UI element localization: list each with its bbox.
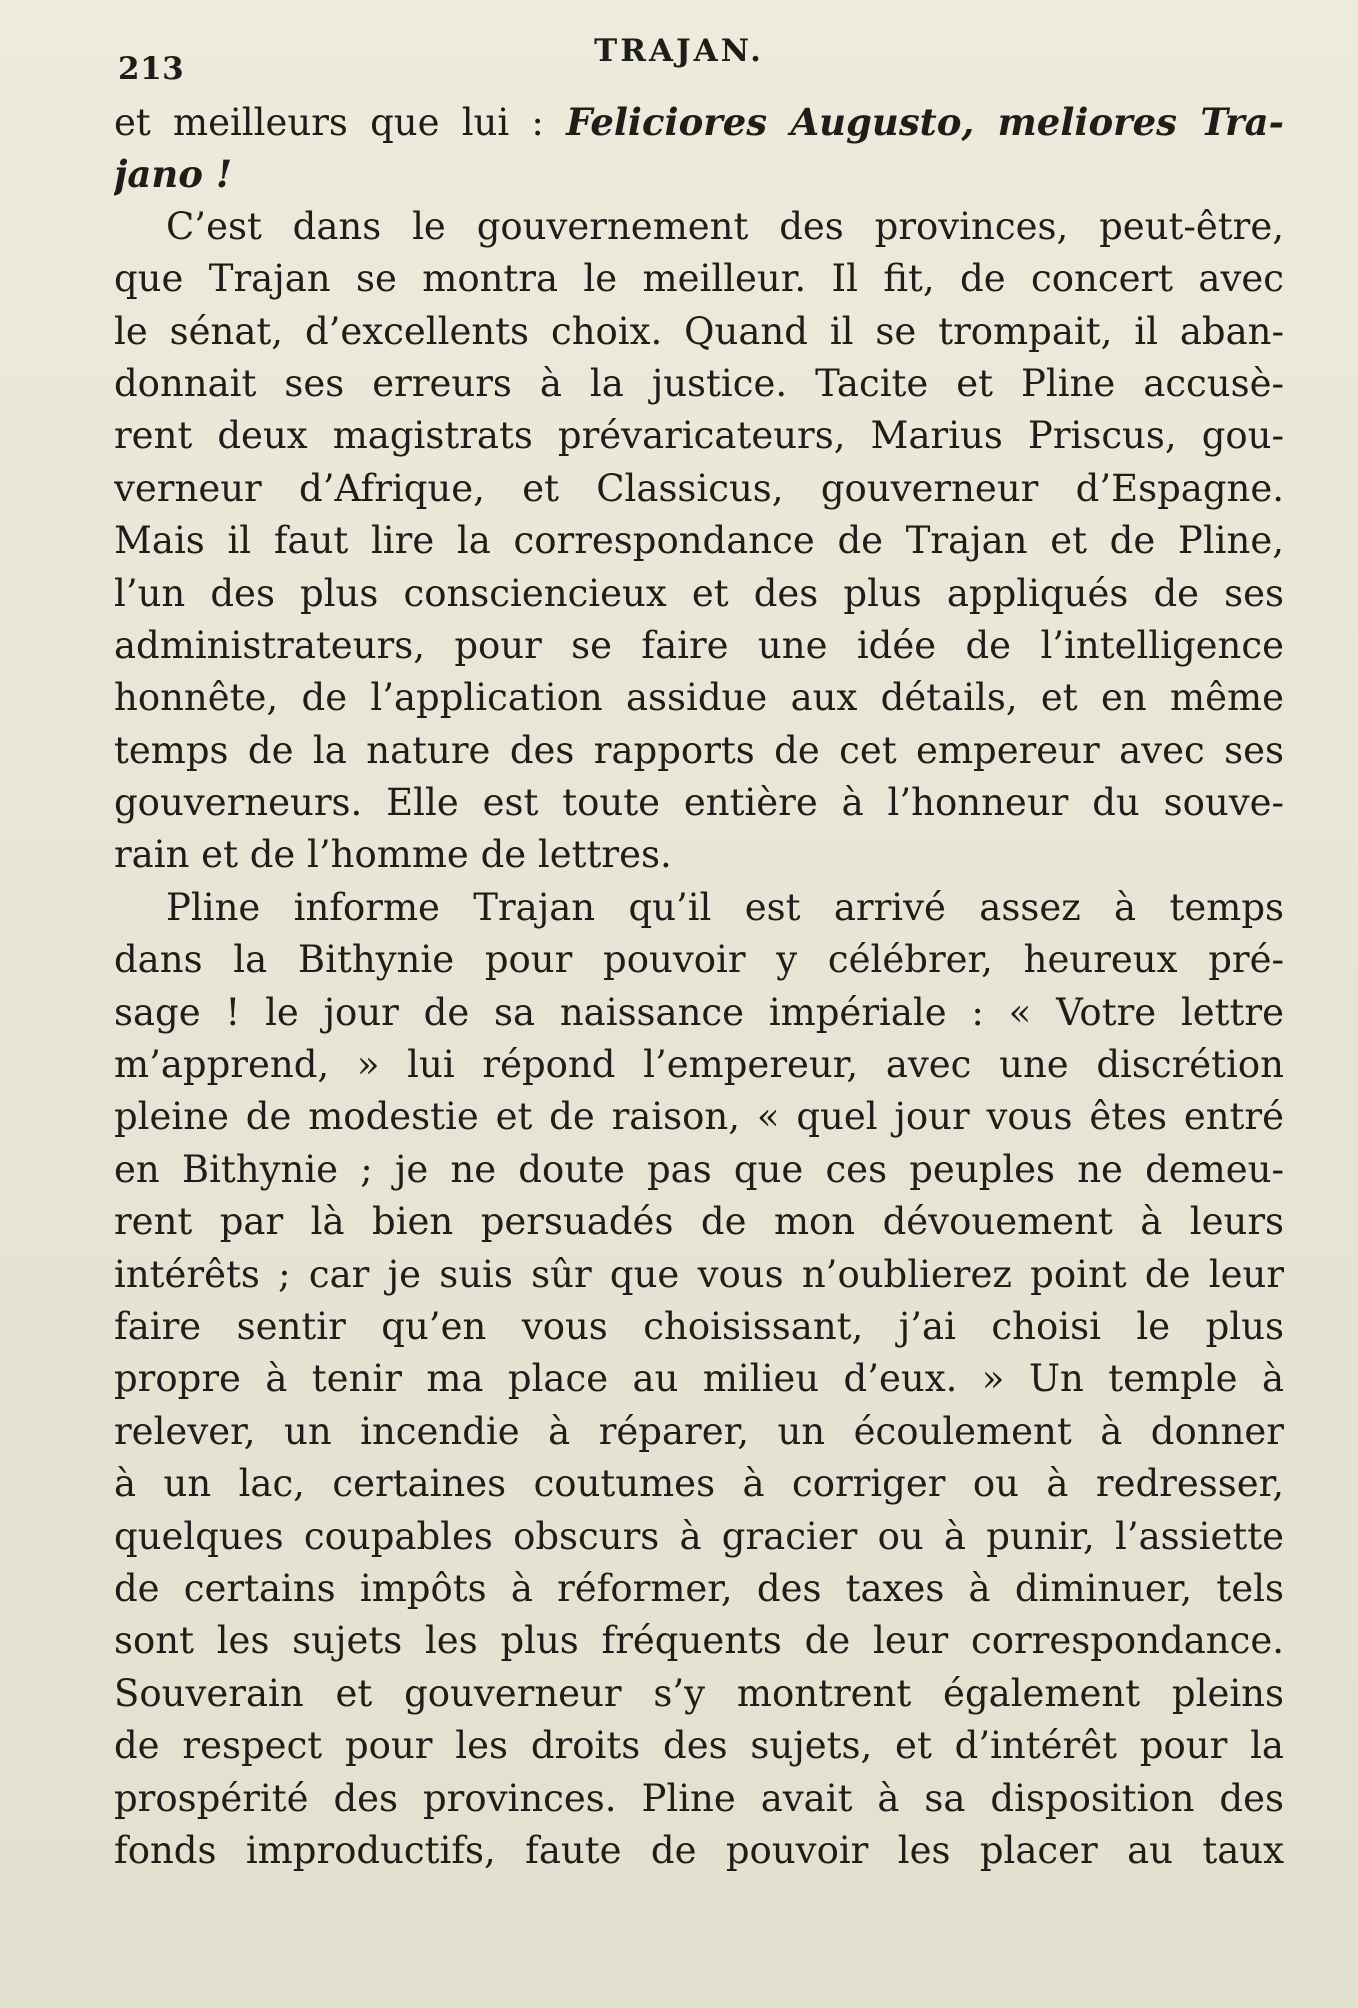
running-title: TRAJAN. [594, 33, 764, 69]
text-line: prospérité des provinces. Pline avait à sa disposition des [114, 1776, 1284, 1820]
text-line: sont les sujets les plus fréquents de leur correspondance. [114, 1619, 1284, 1663]
text-line: dans la Bithynie pour pouvoir y célébrer, heureux pré- [114, 938, 1284, 982]
text-line: propre à tenir ma place au milieu d’eux. » Un temple à [114, 1357, 1284, 1401]
text-line: de respect pour les droits des sujets, et d’intérêt pour la [114, 1724, 1284, 1768]
text-line: rent par là bien persuadés de mon dévouement à leurs [114, 1200, 1284, 1244]
text-line: à un lac, certaines coutumes à corriger ou à redresser, [114, 1462, 1284, 1506]
text-line: temps de la nature des rapports de cet empereur avec ses [114, 728, 1284, 772]
text-line: en Bithynie ; je ne doute pas que ces peuples ne demeu- [114, 1147, 1284, 1191]
text-line: honnête, de l’application assidue aux détails, et en même [114, 676, 1284, 720]
text-line: donnait ses erreurs à la justice. Tacite et Pline accusè- [114, 361, 1284, 405]
text-line: que Trajan se montra le meilleur. Il fit, de concert avec [114, 257, 1284, 301]
text-line: C’est dans le gouvernement des provinces, peut-être, [166, 204, 1284, 248]
latin-quote: Feliciores Augusto, meliores Tra- [566, 100, 1284, 144]
text-line: relever, un incendie à réparer, un écoulement à donner [114, 1409, 1284, 1453]
text-line: rain et de l’homme de lettres. [114, 833, 672, 877]
text-line: de certains impôts à réformer, des taxes à diminuer, tels [114, 1566, 1284, 1610]
text-line: gouverneurs. Elle est toute entière à l’honneur du souve- [114, 781, 1284, 825]
text-line: Pline informe Trajan qu’il est arrivé assez à temps [166, 885, 1284, 929]
text-line: le sénat, d’excellents choix. Quand il se trompait, il aban- [114, 309, 1284, 353]
text-segment: et meilleurs que lui : [114, 101, 567, 144]
latin-quote: jano ! [114, 152, 233, 197]
text-line: quelques coupables obscurs à gracier ou à punir, l’assiette [114, 1514, 1284, 1558]
text-line: pleine de modestie et de raison, « quel jour vous êtes entré [114, 1095, 1284, 1139]
text-line: administrateurs, pour se faire une idée de l’intelligence [114, 623, 1284, 667]
text-line: verneur d’Afrique, et Classicus, gouverneur d’Espagne. [114, 466, 1284, 510]
text-line: Souverain et gouverneur s’y montrent également pleins [114, 1671, 1284, 1715]
text-line: fonds improductifs, faute de pouvoir les placer au taux [114, 1828, 1284, 1872]
body-text [114, 96, 1284, 1877]
text-line [114, 148, 1284, 200]
text-line: faire sentir qu’en vous choisissant, j’ai choisi le plus [114, 1304, 1284, 1348]
text-line: intérêts ; car je suis sûr que vous n’oublierez point de leur [114, 1252, 1284, 1296]
text-line: m’apprend, » lui répond l’empereur, avec une discrétion [114, 1043, 1284, 1087]
text-line [114, 96, 1284, 148]
text-line: sage ! le jour de sa naissance impériale : « Votre lettre [114, 990, 1284, 1034]
text-line: Mais il faut lire la correspondance de Trajan et de Pline, [114, 519, 1284, 563]
text-line: l’un des plus consciencieux et des plus appliqués de ses [114, 571, 1284, 615]
page-number: 213 [118, 51, 185, 87]
text-line: rent deux magistrats prévaricateurs, Marius Priscus, gou- [114, 414, 1284, 458]
